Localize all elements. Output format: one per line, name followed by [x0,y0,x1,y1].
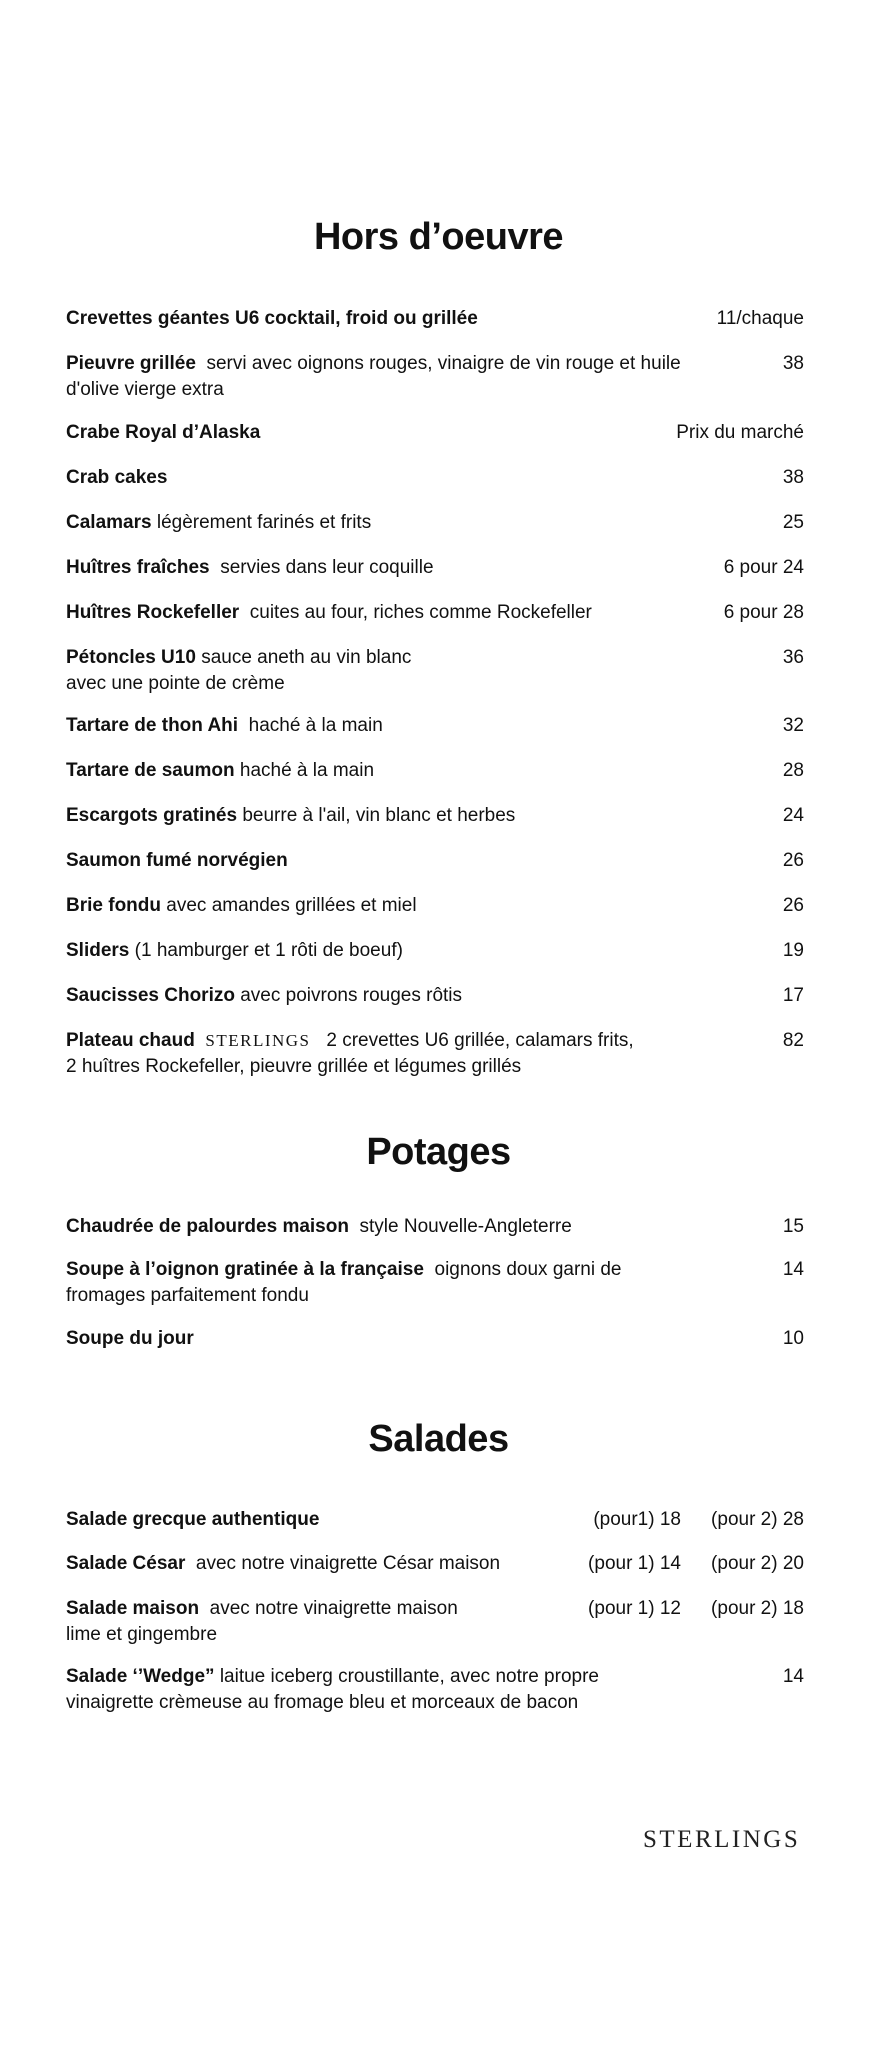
section-title-hors-doeuvre: Hors d’oeuvre [313,216,564,258]
section-title-potages: Potages [366,1131,511,1173]
item-description: beurre à l'ail, vin blanc et herbes [242,805,516,826]
brand-wordmark: STERLINGS [205,1031,311,1050]
menu-item [66,983,804,1009]
item-price: 14 [782,1259,804,1280]
item-description: avec amandes grillées et miel [166,895,417,916]
menu-item [66,1257,804,1309]
item-description: avec notre vinaigrette César maison [195,1553,501,1574]
item-name: Huîtres Rockefeller [66,602,240,623]
item-price: 19 [782,940,804,961]
item-name: Salade maison [66,1598,200,1619]
item-price: 26 [782,850,804,871]
item-description: servies dans leur coquille [220,557,434,578]
item-description: cuites au four, riches comme Rockefeller [249,602,592,623]
menu-item [66,645,804,697]
menu-item [66,938,804,964]
item-name: Tartare de saumon [66,760,235,781]
item-description: sauce aneth au vin blanc [201,647,412,668]
item-description: avec notre vinaigrette maison [209,1598,458,1619]
item-name: Escargots gratinés [66,805,238,826]
item-name: Huîtres fraîches [66,557,210,578]
item-name: Pétoncles U10 [66,647,196,668]
item-name: Tartare de thon Ahi [66,715,239,736]
menu-item [66,306,804,332]
section-title-salades: Salades [368,1418,509,1460]
item-name: Salade ‘’Wedge” [66,1666,215,1687]
item-price: 38 [782,467,804,488]
item-name: Soupe du jour [66,1328,194,1349]
item-price: 28 [782,760,804,781]
menu-item [66,510,804,536]
item-name: Crab cakes [66,467,168,488]
menu-item [66,1326,804,1352]
item-name: Saumon fumé norvégien [66,850,288,871]
item-description: 2 crevettes U6 grillée, calamars frits, [326,1030,634,1051]
menu-item [66,1028,804,1080]
menu-item [66,848,804,874]
item-name: Salade grecque authentique [66,1509,320,1530]
item-name: Pieuvre grillée [66,353,196,374]
item-description: légèrement farinés et frits [156,512,372,533]
item-name: Brie fondu [66,895,161,916]
menu-item [66,600,804,626]
item-price-double: (pour 2) 20 [711,1553,804,1574]
menu-item [66,1507,804,1533]
item-price-double: (pour 2) 28 [711,1509,804,1530]
item-price: 24 [782,805,804,826]
item-description: style Nouvelle-Angleterre [359,1216,572,1237]
item-price: 6 pour 24 [723,557,804,578]
item-description: laitue iceberg croustillante, avec notre propre vinaigrette crèmeuse au fromage bleu et morceaux de bacon [66,1666,599,1713]
item-description-line-2: avec une pointe de crème [66,673,285,694]
item-price-single: (pour1) 18 [593,1509,681,1530]
menu-item [66,555,804,581]
menu-item [66,803,804,829]
item-price-single: (pour 1) 14 [588,1553,681,1574]
item-description: haché à la main [248,715,383,736]
sterlings-logo: STERLINGS [643,1826,801,1853]
item-name: Plateau chaud [66,1030,195,1051]
item-price: 14 [782,1666,804,1687]
menu-item [66,1551,804,1577]
item-price: 17 [782,985,804,1006]
item-price-single: (pour 1) 12 [588,1598,681,1619]
menu-item [66,465,804,491]
item-description-line-2: lime et gingembre [66,1624,218,1645]
item-price: 32 [782,715,804,736]
item-price: 15 [782,1216,804,1237]
menu-item [66,893,804,919]
item-price-double: (pour 2) 18 [711,1598,804,1619]
item-description: servi avec oignons rouges, vinaigre de vin rouge et huile d'olive vierge extra [66,353,681,400]
item-price: 10 [782,1328,804,1349]
item-name: Saucisses Chorizo [66,985,235,1006]
item-price: 38 [782,353,804,374]
item-price: 82 [782,1030,804,1051]
item-name: Calamars [66,512,152,533]
item-name: Sliders [66,940,130,961]
item-price: 25 [782,512,804,533]
menu-item [66,1596,804,1648]
menu-item [66,420,804,446]
menu-item [66,1214,804,1240]
item-price: 6 pour 28 [723,602,804,623]
menu-item [66,1664,804,1716]
menu-item [66,758,804,784]
item-description: avec poivrons rouges rôtis [240,985,463,1006]
item-name: Crabe Royal d’Alaska [66,422,261,443]
item-price: Prix du marché [676,422,804,443]
item-description: (1 hamburger et 1 rôti de boeuf) [134,940,403,961]
item-name: Chaudrée de palourdes maison [66,1216,349,1237]
menu-item [66,713,804,739]
item-description: haché à la main [239,760,375,781]
item-name: Crevettes géantes U6 cocktail, froid ou grillée [66,308,478,329]
item-description: oignons doux garni de fromages parfaitement fondu [66,1259,622,1306]
item-price: 11/chaque [716,308,804,329]
item-name: Salade César [66,1553,186,1574]
item-name: Soupe à l’oignon gratinée à la française [66,1259,424,1280]
item-price: 36 [782,647,804,668]
menu-item [66,351,804,403]
item-description-line-2: 2 huîtres Rockefeller, pieuvre grillée et légumes grillés [66,1056,522,1077]
item-price: 26 [782,895,804,916]
